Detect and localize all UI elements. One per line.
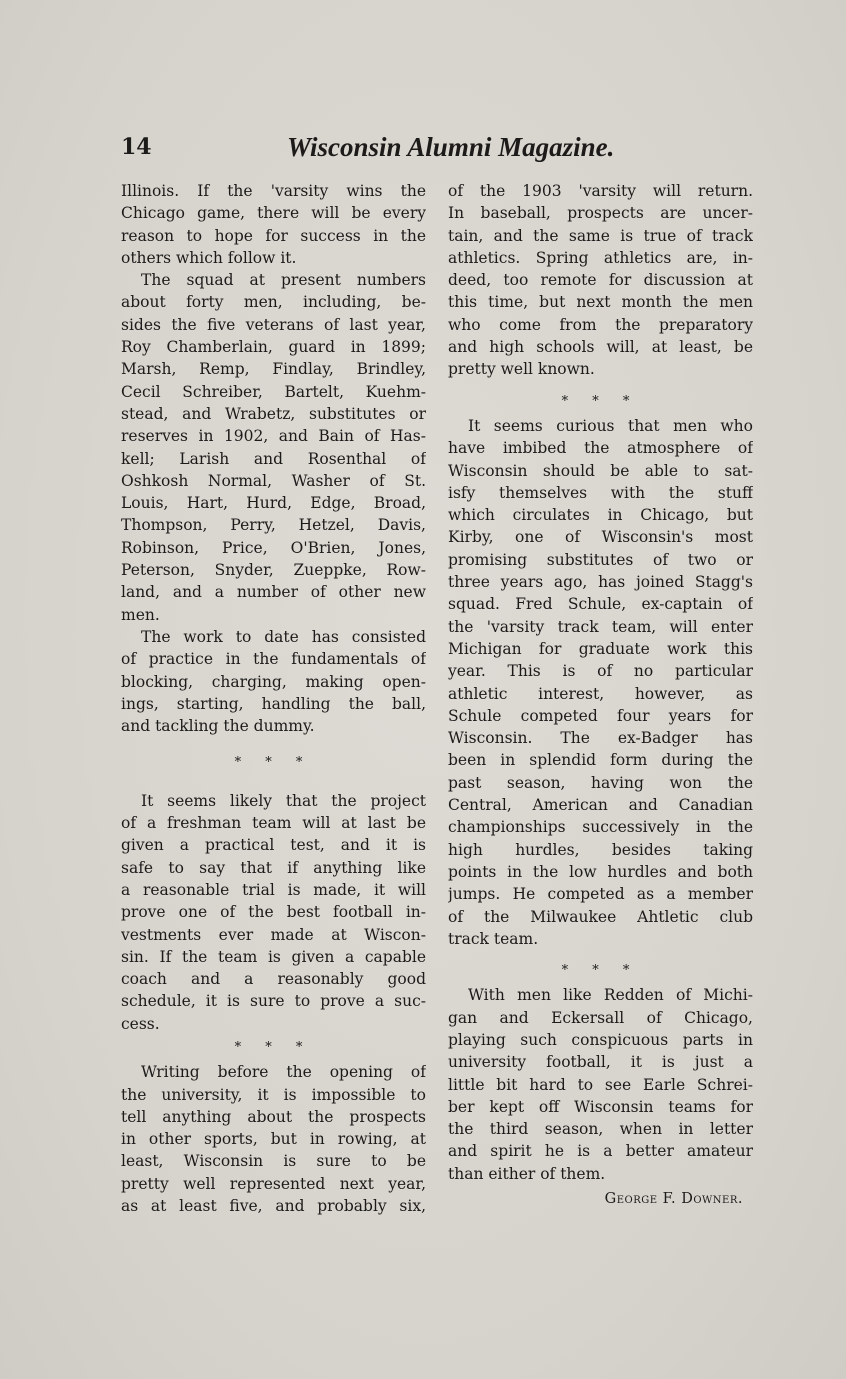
text-line: who come from the preparatory: [448, 315, 753, 334]
text-line: the 'varsity track team, will enter: [448, 617, 753, 636]
text-line: Cecil Schreiber, Bartelt, Kuehm-: [121, 382, 426, 401]
text-line: promising substitutes of two or: [448, 550, 753, 569]
text-line: isfy themselves with the stuff: [448, 483, 753, 502]
paragraph: [448, 415, 753, 950]
paragraph: [121, 180, 426, 269]
text-line: kell; Larish and Rosenthal of: [121, 449, 426, 468]
text-line: than either of them.: [448, 1164, 606, 1183]
running-title: Wisconsin Alumni Magazine.: [287, 132, 615, 162]
text-line: In baseball, prospects are uncer-: [448, 204, 753, 223]
text-line: men.: [121, 605, 160, 624]
text-line: The work to date has consisted: [141, 627, 426, 646]
text-line: stead, and Wrabetz, substitutes or: [121, 404, 426, 423]
text-line: have imbibed the atmosphere of: [448, 439, 753, 458]
text-line: the third season, when in letter: [448, 1120, 753, 1139]
text-line: Wisconsin should be able to sat-: [448, 461, 753, 480]
text-line: The squad at present numbers: [141, 271, 426, 290]
text-line: in other sports, but in rowing, at: [121, 1130, 426, 1149]
text-line: and high schools will, at least, be: [448, 338, 753, 357]
text-line: Thompson, Perry, Hetzel, Davis,: [121, 516, 426, 535]
text-line: and spirit he is a better amateur: [448, 1142, 753, 1161]
text-line: been in splendid form during the: [448, 751, 753, 770]
text-line: past season, having won the: [448, 773, 753, 792]
paragraph: [448, 180, 753, 381]
paragraph: [121, 626, 426, 737]
text-line: sides the five veterans of last year,: [121, 315, 426, 334]
text-line: tain, and the same is true of track: [448, 226, 753, 245]
text-line: of practice in the fundamentals of: [121, 650, 426, 669]
text-line: Michigan for graduate work this: [448, 639, 753, 658]
text-line: high hurdles, besides taking: [448, 840, 753, 859]
text-line: ber kept off Wisconsin teams for: [448, 1097, 753, 1116]
page-number: 14: [121, 134, 152, 160]
right-column: [448, 180, 753, 1212]
text-line: a reasonable trial is made, it will: [121, 880, 426, 899]
text-line: Roy Chamberlain, guard in 1899;: [121, 338, 426, 357]
text-line: Kirby, one of Wisconsin's most: [448, 528, 753, 547]
text-line: little bit hard to see Earle Schrei-: [448, 1075, 753, 1094]
text-line: Louis, Hart, Hurd, Edge, Broad,: [121, 494, 426, 513]
text-line: Wisconsin. The ex-Badger has: [448, 729, 753, 748]
text-line: as at least five, and probably six,: [121, 1197, 426, 1216]
text-line: blocking, charging, making open-: [121, 672, 426, 691]
page-header: [121, 132, 615, 167]
text-line: athletic interest, however, as: [448, 684, 753, 703]
text-line: gan and Eckersall of Chicago,: [448, 1008, 753, 1027]
text-line: ings, starting, handling the ball,: [121, 694, 426, 713]
text-line: which circulates in Chicago, but: [448, 506, 753, 525]
text-line: least, Wisconsin is sure to be: [121, 1152, 426, 1171]
text-line: of a freshman team will at last be: [121, 814, 426, 833]
text-line: about forty men, including, be-: [121, 293, 426, 312]
text-line: Marsh, Remp, Findlay, Brindley,: [121, 360, 426, 379]
text-line: Central, American and Canadian: [448, 796, 753, 815]
text-line: jumps. He competed as a member: [448, 885, 753, 904]
text-line: deed, too remote for discussion at: [448, 271, 753, 290]
text-line: Robinson, Price, O'Brien, Jones,: [121, 538, 426, 557]
text-line: and tackling the dummy.: [121, 717, 315, 736]
text-line: the university, it is impossible to: [121, 1085, 426, 1104]
text-line: sin. If the team is given a capable: [121, 947, 426, 966]
text-line: Writing before the opening of: [141, 1063, 426, 1082]
text-line: vestments ever made at Wiscon-: [121, 925, 426, 944]
text-line: coach and a reasonably good: [121, 970, 426, 989]
text-line: pretty well known.: [448, 360, 595, 379]
text-line: Peterson, Snyder, Zueppke, Row-: [121, 561, 426, 580]
text-line: Oshkosh Normal, Washer of St.: [121, 471, 426, 490]
paragraph: [121, 790, 426, 1035]
text-line: land, and a number of other new: [121, 583, 426, 602]
text-line: It seems curious that men who: [468, 416, 753, 435]
text-line: safe to say that if anything like: [121, 858, 426, 877]
text-line: schedule, it is sure to prove a suc-: [121, 992, 426, 1011]
text-line: championships successively in the: [448, 818, 753, 837]
text-line: this time, but next month the men: [448, 293, 753, 312]
text-line: With men like Redden of Michi-: [468, 986, 753, 1005]
author-signature: George F. Downer.: [604, 1191, 743, 1208]
text-line: Illinois. If the 'varsity wins the: [121, 182, 426, 200]
left-column: [121, 180, 426, 1217]
text-line: prove one of the best football in-: [121, 903, 426, 922]
text-line: cess.: [121, 1014, 160, 1033]
text-line: university football, it is just a: [448, 1053, 753, 1072]
text-line: Schule competed four years for: [448, 706, 753, 725]
text-line: of the Milwaukee Ahtletic club: [448, 907, 753, 926]
text-line: athletics. Spring athletics are, in-: [448, 248, 753, 267]
section-separator: * * *: [561, 393, 640, 409]
text-line: track team.: [448, 929, 539, 948]
text-line: given a practical test, and it is: [121, 836, 426, 855]
text-line: Chicago game, there will be every: [121, 204, 426, 223]
section-separator: * * *: [234, 1039, 313, 1055]
text-line: others which follow it.: [121, 248, 297, 267]
text-line: It seems likely that the project: [141, 791, 426, 810]
section-separator: * * *: [234, 755, 313, 771]
text-line: reason to hope for success in the: [121, 226, 426, 245]
text-line: squad. Fred Schule, ex-captain of: [448, 595, 753, 614]
section-separator: * * *: [561, 963, 640, 979]
text-line: of the 1903 'varsity will return.: [448, 182, 753, 200]
paragraph: [121, 269, 426, 626]
text-line: reserves in 1902, and Bain of Has-: [121, 427, 426, 446]
text-line: playing such conspicuous parts in: [448, 1030, 753, 1049]
paragraph: [121, 1061, 426, 1217]
paragraph: [448, 984, 753, 1185]
text-line: three years ago, has joined Stagg's: [448, 573, 753, 592]
text-line: year. This is of no particular: [448, 662, 753, 681]
text-line: pretty well represented next year,: [121, 1174, 426, 1193]
text-line: tell anything about the prospects: [121, 1107, 426, 1126]
text-line: points in the low hurdles and both: [448, 862, 753, 881]
